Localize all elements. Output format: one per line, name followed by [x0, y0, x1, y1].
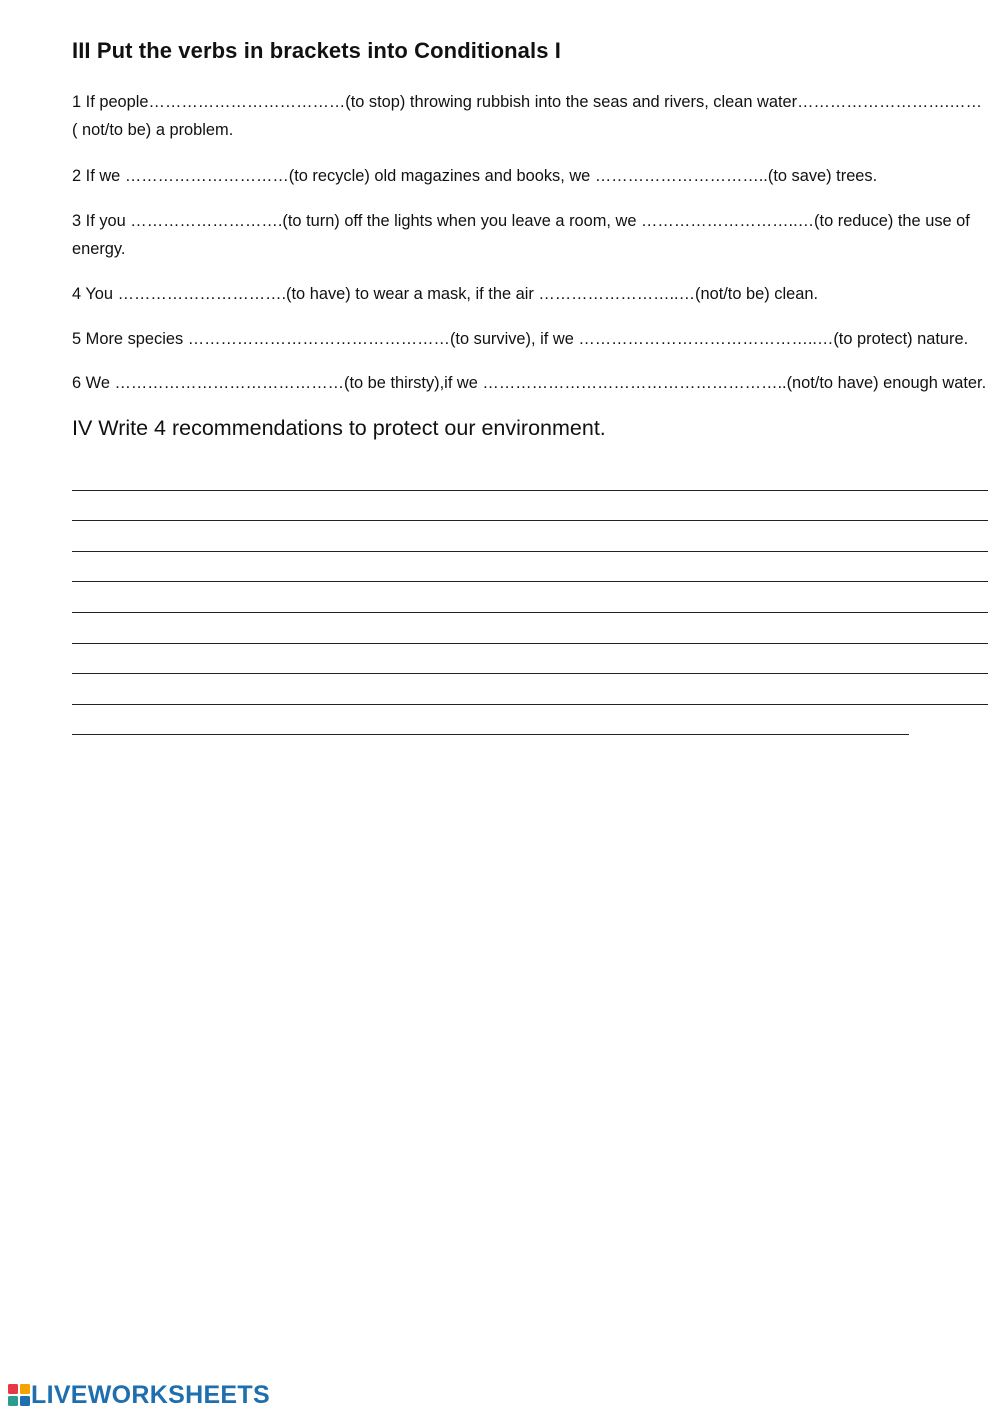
exercise-item-2: 2 If we …………………………(to recycle) old magazines and books, we …………………………..(to save) trees.: [72, 167, 878, 185]
answer-line[interactable]: [72, 582, 988, 613]
answer-lines: [72, 460, 988, 735]
brand-name: LIVEWORKSHEETS: [31, 1380, 270, 1409]
answer-line[interactable]: [72, 552, 988, 583]
exercise-item-4: 4 You ………………………….(to have) to wear a mask, if the air ……………………..…(not/to be) clean.: [72, 285, 819, 303]
answer-line[interactable]: [72, 705, 909, 736]
section-4-title: IV Write 4 recommendations to protect our environment.: [72, 416, 606, 440]
exercise-item-3: 3 If you ……………………….(to turn) off the lights when you leave a room, we ………………………..…(to reduce) the use of energy.: [72, 212, 970, 258]
answer-line[interactable]: [72, 521, 988, 552]
liveworksheets-footer: [8, 1381, 270, 1409]
exercise-item-1: 1 If people………………………………(to stop) throwing rubbish into the seas and rivers, clean water……………………….…… ( not/to be) a problem.: [72, 93, 982, 139]
answer-line[interactable]: [72, 491, 988, 522]
answer-line[interactable]: [72, 644, 988, 675]
answer-line[interactable]: [72, 674, 988, 705]
answer-line[interactable]: [72, 613, 988, 644]
answer-line[interactable]: [72, 460, 988, 491]
exercise-item-5: 5 More species …………………………………………(to survive), if we ……………………………………..…(to protect) nature.: [72, 330, 969, 348]
liveworksheets-logo-icon: [8, 1384, 30, 1406]
section-3-title: III Put the verbs in brackets into Conditionals I: [72, 38, 561, 63]
exercise-item-6: 6 We ……………………………………(to be thirsty),if we ………………………………………………..(not/to have) enough water.: [72, 374, 987, 392]
